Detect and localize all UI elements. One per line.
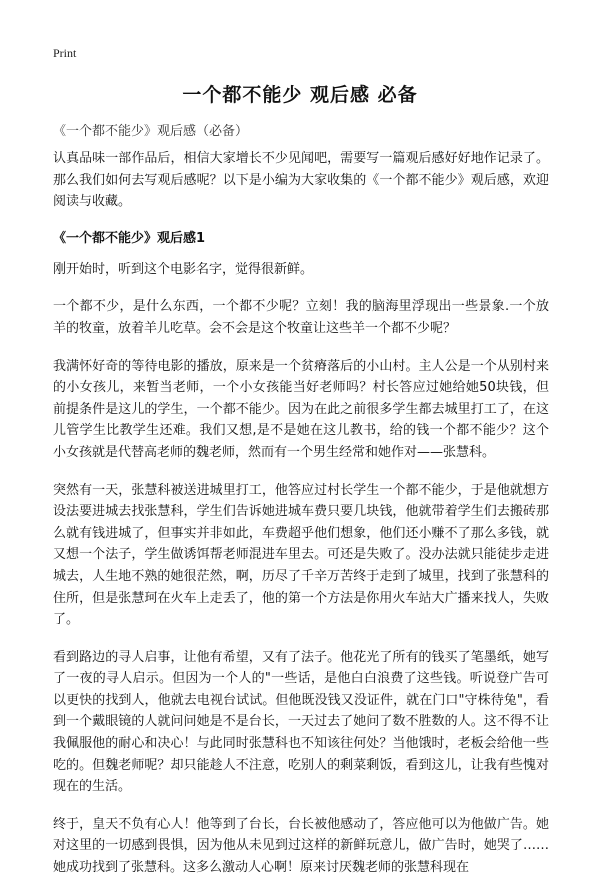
document-title: 一个都不能少 观后感 必备 <box>182 84 418 106</box>
section-heading: 《一个都不能少》观后感1 <box>53 230 206 246</box>
print-label: Print <box>53 46 77 60</box>
body-paragraph: 一个都不少，是什么东西，一个都不少呢？立刻！我的脑海里浮现出一些景象.一个放羊的牧童，放着羊儿吃草。会不会是这个牧童让这些羊一个都不少呢？ <box>53 299 549 336</box>
body-paragraph: 我满怀好奇的等待电影的播放，原来是一个贫瘠落后的小山村。主人公是一个从别村来的小女孩儿，来暂当老师，一个小女孩能当好老师吗？村长答应过她给她50块钱，但前提条件是这儿的学生，一个都不能少。因为在此之前很多学生都去城里打工了，在这儿管学生比教学生还难。我们又想,是不是她在这儿教书，给的钱一个都不能少？这个小女孩就是代替高老师的魏老师，然而有一个男生经常和她作对——张慧科。 <box>53 358 549 460</box>
body-paragraph: 看到路边的寻人启事，让他有希望，又有了法子。他花光了所有的钱买了笔墨纸，她写了一夜的寻人启示。但因为一个人的"一些话，是他白白浪费了这些钱。听说登广告可以更快的找到人，他就去电视台试试。但他既没钱又没证件，就在门口"守株待兔"，看到一个戴眼镜的人就问问她是不是台长，一天过去了她问了数不胜数的人。这不得不让我佩服他的耐心和决心！与此同时张慧科也不知该往何处？当他饿时，老板会给他一些吃的。但魏老师呢？却只能趁人不注意，吃别人的剩菜剩饭，看到这儿，让我有些愧对现在的生活。 <box>53 649 549 795</box>
body-paragraph: 终于，皇天不负有心人！他等到了台长，台长被他感动了，答应他可以为他做广告。她对这里的一切感到畏惧，因为他从未见到过这样的新鲜玩意儿，做广告时，她哭了……她成功找到了张慧科。这多么激动人心啊！原来讨厌魏老师的张慧科现在 <box>53 816 549 876</box>
body-paragraph: 突然有一天，张慧科被送进城里打工，他答应过村长学生一个都不能少，于是他就想方设法要进城去找张慧科，学生们告诉她进城车费只要几块钱，他就带着学生们去搬砖那么就有钱进城了，但事实并非如此，车费超乎他们想象，他们还小赚不了那么多钱，就又想一个法子，学生做诱饵帮老师混进车里去。可还是失败了。没办法就只能徒步走进城去，人生地不熟的她很茫然，啊，历尽了千辛万苦终于走到了城里，找到了张慧科的住所，但是张慧珂在火车上走丢了，他的第一个方法是你用火车站大广播来找人，失败了。 <box>53 482 549 628</box>
document-body <box>53 148 549 895</box>
intro-paragraph: 认真品味一部作品后，相信大家增长不少见闻吧，需要写一篇观后感好好地作记录了。那么我们如何去写观后感呢？以下是小编为大家收集的《一个都不能少》观后感，欢迎阅读与收藏。 <box>53 151 549 210</box>
body-paragraph: 刚开始时，听到这个电影名字，觉得很新鲜。 <box>53 261 314 277</box>
document-subtitle: 《一个都不能少》观后感（必备） <box>53 124 249 139</box>
